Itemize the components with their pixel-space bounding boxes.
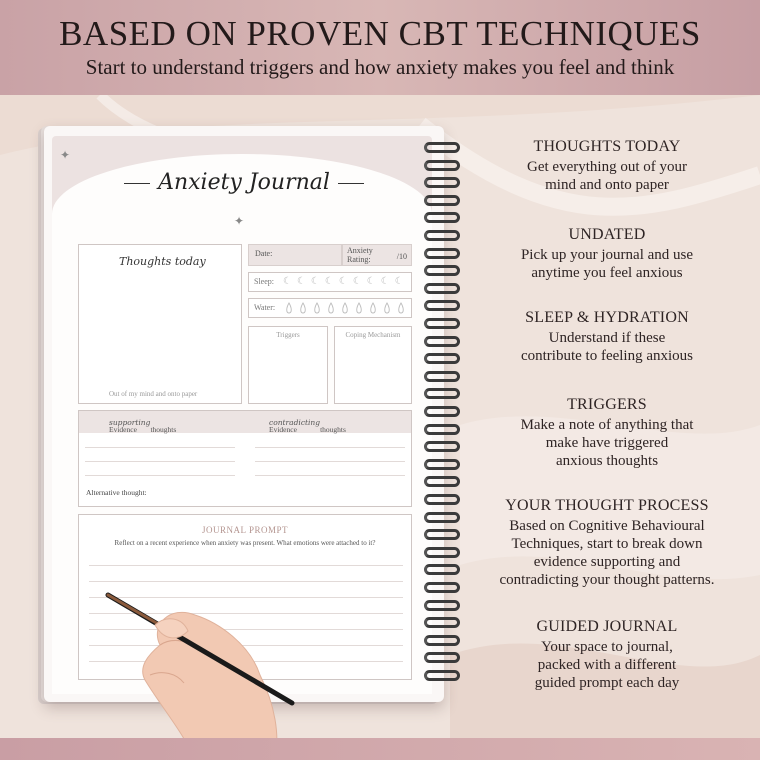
spiral-ring [424,459,460,470]
feature-description-line: guided prompt each day [534,675,680,691]
feature-description [462,158,752,194]
feature-description-line: Make a note of anything that [520,417,694,433]
water-label: Water: [254,303,276,312]
thoughts-today-caption: Out of my mind and onto paper [109,390,198,398]
spiral-binding [424,142,464,692]
feature-description-line: Your space to journal, [541,639,673,655]
feature-description-line: Techniques, start to break down [511,536,703,552]
feature-title: GUIDED JOURNAL [536,618,678,635]
anxiety-rating-field [342,244,412,266]
journal-title: Anxiety Journal [44,170,444,195]
feature-title: UNDATED [568,226,646,243]
feature-description-line: evidence supporting and [533,554,681,570]
feature-item [462,309,752,365]
spiral-ring [424,388,460,399]
evidence-contradicting-suffix: thoughts [320,425,346,434]
evidence-header [79,411,411,433]
evidence-contradicting-prefix: Evidence [269,425,297,434]
header-banner [0,0,760,95]
evidence-contradicting-word: contradicting [269,418,321,427]
rating-label-line-1: Anxiety [347,246,373,255]
footer-bar [0,738,760,760]
hand-holding-pen-image [100,585,300,760]
thoughts-today-title: Thoughts today [119,255,206,268]
spiral-ring [424,494,460,505]
feature-title: YOUR THOUGHT PROCESS [505,497,709,514]
spiral-ring [424,248,460,259]
spiral-ring [424,529,460,540]
spiral-ring [424,652,460,663]
spiral-ring [424,230,460,241]
feature-description-line: contribute to feeling anxious [520,348,694,364]
spiral-ring [424,142,460,153]
sparkle-icon: ✦ [60,148,71,162]
spiral-ring [424,670,460,681]
rating-label-line-2: Rating: [347,255,371,264]
evidence-supporting-prefix: Evidence [109,425,137,434]
feature-description-line: Pick up your journal and use [520,247,694,263]
water-drop-icon [285,302,407,315]
feature-description [462,246,752,282]
spiral-ring [424,424,460,435]
spiral-ring [424,547,460,558]
feature-title: TRIGGERS [567,396,647,413]
feature-description-line: packed with a different [537,657,677,673]
sleep-tracker [248,272,412,292]
sleep-label: Sleep: [254,277,274,286]
spiral-ring [424,582,460,593]
date-label: Date: [255,249,273,258]
feature-item [462,396,752,470]
feature-description-line: Understand if these [548,330,666,346]
feature-description-line: contradicting your thought patterns. [499,572,715,588]
spiral-ring [424,195,460,206]
feature-item [462,618,752,692]
feature-description [462,638,752,692]
spiral-ring [424,441,460,452]
spiral-ring [424,564,460,575]
evidence-supporting-suffix: thoughts [150,425,177,434]
spiral-ring [424,371,460,382]
spiral-ring [424,600,460,611]
spiral-ring [424,336,460,347]
journal-prompt-text: Reflect on a recent experience when anxiety was present. What emotions were attached to it? [114,539,376,547]
feature-title: THOUGHTS TODAY [533,138,681,155]
page-subtitle: Start to understand triggers and how anxiety makes you feel and think [85,55,675,79]
feature-item [462,226,752,282]
spiral-ring [424,318,460,329]
feature-description [462,517,752,589]
journal-prompt-title: JOURNAL PROMPT [202,525,288,535]
spiral-ring [424,177,460,188]
coping-mechanism-box [334,326,412,404]
triggers-box [248,326,328,404]
spiral-ring [424,265,460,276]
triggers-label: Triggers [276,331,300,339]
spiral-ring [424,300,460,311]
water-tracker [248,298,412,318]
feature-description-line: Get everything out of your [527,159,687,175]
thoughts-today-box [78,244,242,404]
spiral-ring [424,635,460,646]
spiral-ring [424,617,460,628]
spiral-ring [424,353,460,364]
feature-description-line: anytime you feel anxious [531,265,683,281]
page-title: BASED ON PROVEN CBT TECHNIQUES [59,14,701,53]
feature-item [462,138,752,194]
coping-mechanism-label: Coping Mechanism [345,331,401,339]
spiral-ring [424,476,460,487]
feature-description [462,329,752,365]
feature-item [462,497,752,589]
spiral-ring [424,212,460,223]
alternative-thought-label: Alternative thought: [86,488,147,497]
spiral-ring [424,406,460,417]
feature-title: SLEEP & HYDRATION [525,309,689,326]
feature-description-line: anxious thoughts [555,453,659,469]
feature-description-line: make have triggered [545,435,669,451]
spiral-ring [424,160,460,171]
moon-icon: ☾☾☾☾☾☾☾☾☾ [283,276,409,287]
feature-description [462,416,752,470]
evidence-section [78,410,412,507]
spiral-ring [424,512,460,523]
feature-description-line: Based on Cognitive Behavioural [509,518,705,534]
evidence-supporting-word: supporting [109,418,151,427]
feature-description-line: mind and onto paper [545,177,669,193]
rating-scale: /10 [396,252,407,261]
spiral-ring [424,283,460,294]
date-field [248,244,342,266]
sparkle-icon: ✦ [234,214,245,228]
